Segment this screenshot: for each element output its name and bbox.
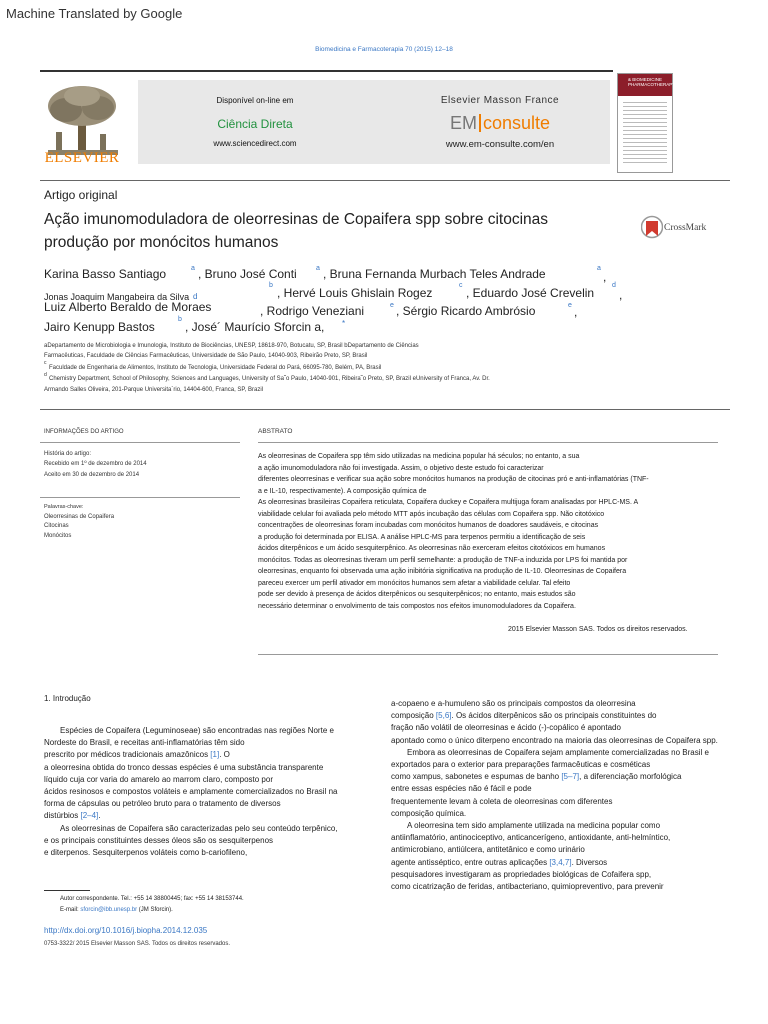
article-title	[44, 208, 624, 254]
body-text-line: frequentemente levam à coleta de oleorresinas com diferentes	[391, 796, 613, 806]
received-date: Recebido em 1º de dezembro de 2014	[44, 460, 147, 467]
affiliation-line: Chemistry Department, School of Philosophy, Sciences and Languages, University of Sa˜o Paulo, 14040-901, Ribeira˜o Preto, SP, Brazil eUniversity of Franca, Av. Dr.	[49, 376, 490, 382]
abstract-line: monócitos. Todas as oleorresinas tiveram um perfil semelhante: a produção de TNF-a induzida por LPS foi mantida por	[258, 556, 628, 564]
info-divider	[40, 497, 240, 498]
body-text-line: como cicatrização de feridas, antibacteriano, quimiopreventivo, para prevenir	[391, 882, 664, 892]
body-text-line: como xampus, sabonetes e espumas de banho [5–7], a diferenciação morfológica	[391, 772, 682, 782]
affiliation-letter: c	[44, 360, 47, 366]
abstract-copyright: 2015 Elsevier Masson SAS. Todos os direitos reservados.	[508, 626, 688, 633]
keywords-block	[44, 503, 114, 541]
machine-translated-banner: Machine Translated by Google	[6, 6, 183, 21]
journal-reference-link[interactable]: Biomedicina e Farmacoterapia 70 (2015) 12–18	[315, 46, 453, 53]
author-separator: ,	[574, 305, 578, 319]
abstract-divider	[258, 442, 718, 443]
abstract-line: a produção foi determinada por ELISA. A análise HPLC-MS para terpenos permitiu a identificação de seis	[258, 533, 586, 541]
body-text-line: exportados para o exterior para preparações farmacêuticas e cosméticas	[391, 760, 651, 770]
body-text-line: antiinflamatório, antinociceptivo, anticancerígeno, antioxidante, anti-helmíntico,	[391, 833, 671, 843]
author-name: , Rodrigo Veneziani	[260, 304, 365, 318]
abstract-header: ABSTRATO	[258, 428, 293, 435]
body-text-line: forma de cápsulas ou petróleo bruto para o tratamento de diversos	[44, 799, 281, 809]
author-name: Jairo Kenupp Bastos	[44, 320, 155, 334]
footnote-email: E-mail: sforcin@ibb.unesp.br (JM Sforcin).	[60, 907, 173, 913]
info-divider	[40, 442, 240, 443]
body-text-line: pesquisadores investigaram as propriedades biológicas de Cofaifera spp,	[391, 869, 652, 879]
article-history	[44, 450, 147, 481]
abstract-line: viabilidade celular foi avaliada pelo método MTT após incubação das células com Copaifera spp. Não citotóxico	[258, 510, 605, 518]
footnote-contact: Autor correspondente. Tel.: +55 14 38800445; fax: +55 14 38153744.	[60, 896, 244, 902]
citation-link[interactable]: [5,6]	[435, 711, 452, 721]
body-text-line: A oleorresina tem sido amplamente utilizada na medicina popular como	[407, 821, 661, 831]
abstract-line: pode ser devido à presença de ácidos diterpênicos ou sesquiterpênicos; no entanto, mais estudos são	[258, 591, 576, 598]
keyword: Citocinas	[44, 523, 69, 529]
affiliation-line: Armando Salles Oliveira, 201-Parque Universita´rio, 14404-600, Franca, SP, Brazil	[44, 387, 263, 393]
email-link[interactable]: sforcin@ibb.unesp.br	[80, 907, 138, 913]
doi-link[interactable]: http://dx.doi.org/10.1016/j.biopha.2014.12.035	[44, 926, 208, 935]
header-rule	[40, 70, 613, 72]
body-text-line: antimicrobiano, antiúlcera, antitetânico e como urinário	[391, 845, 585, 855]
body-left-column	[44, 725, 338, 859]
issn-copyright: 0753-3322/ 2015 Elsevier Masson SAS. Todos os direitos reservados.	[44, 941, 230, 947]
body-text-line: composição química.	[391, 808, 467, 818]
body-text-line: Embora as oleorresinas de Copaifera sejam amplamente comercializadas no Brasil e	[407, 747, 709, 757]
author-name: , Bruna Fernanda Murbach Teles Andrade	[323, 267, 546, 281]
abstract-divider	[258, 654, 718, 655]
abstract-line: a ação imunomoduladora não foi investigada. Assim, o objetivo deste estudo foi caracterizar	[258, 464, 544, 472]
journal-cover-thumbnail[interactable]	[617, 73, 676, 173]
citation-link[interactable]: [2–4]	[80, 811, 99, 821]
title-line-1: Ação imunomoduladora de oleorresinas de Copaifera spp sobre citocinas	[44, 211, 549, 228]
body-text-line: composição [5,6]. Os ácidos diterpênicos são os principais constituintes do	[391, 711, 657, 721]
article-type: Artigo original	[44, 188, 118, 202]
body-text-line: prescrito por médicos tradicionais amazônicos [1]. O	[44, 750, 230, 760]
science-direct-link[interactable]: Ciência Direta	[217, 117, 293, 131]
crossmark-label: CrossMark	[664, 223, 707, 233]
body-text-line: líquido cuja cor varia do amarelo ao marrom claro, composto por	[44, 774, 273, 784]
crossmark-icon[interactable]	[641, 214, 663, 242]
em-consulte-logo	[420, 113, 580, 134]
abstract-line: oleorresinas, enquanto foi observada uma ação inibitória significativa na produção de IL-10. Oleorresinas de Copaifera	[258, 568, 627, 575]
keyword: Monócitos	[44, 532, 72, 539]
body-text-line: distúrbios [2–4].	[44, 811, 101, 821]
em-consulte-url[interactable]: www.em-consulte.com/en	[445, 139, 555, 150]
author-separator: ,	[603, 270, 607, 284]
keyword: Oleorresinas de Copaifera	[44, 513, 115, 520]
available-online-label: Disponível on-line em	[216, 96, 294, 105]
section-rule	[40, 180, 730, 181]
affiliation-ref[interactable]: d	[612, 282, 616, 289]
article-info-header: INFORMAÇÕES DO ARTIGO	[44, 429, 124, 435]
em-logo-text: EM	[449, 113, 477, 133]
cover-title: & BIOMEDICINE PHARMACOTHERAPY	[628, 77, 676, 87]
body-text-line: a-copaeno e a-humuleno são os principais compostos da oleorresina	[391, 699, 636, 708]
affiliation-ref[interactable]: e	[390, 302, 394, 309]
accepted-date: Aceito em 30 de dezembro de 2014	[44, 472, 140, 478]
body-text-line: a oleorresina obtida do tronco dessas espécies é uma substância transparente	[44, 762, 324, 772]
cover-banner	[618, 74, 676, 96]
citation-link[interactable]: [3,4,7]	[549, 857, 572, 867]
body-text-line: Espécies de Copaifera (Leguminoseae) são encontradas nas regiões Norte e	[60, 726, 334, 735]
title-line-2: produção por monócitos humanos	[44, 234, 279, 251]
affiliation-line: Farmacêuticas, Faculdade de Ciências Farmacêuticas, Universidade de São Paulo, 14040-903, Ribeirão Preto, SP, Brasil	[44, 353, 368, 359]
citation-link[interactable]: [5–7]	[561, 772, 580, 782]
body-text-line: As oleorresinas de Copaifera são caracterizadas pelo seu conteúdo terpênico,	[60, 823, 338, 833]
body-text-line: e os principais constituintes desses óleos são os sesquiterpenos	[44, 835, 274, 845]
affiliation-line: Faculdade de Engenharia de Alimentos, Instituto de Tecnologia, Universidade Federal do Pará, 66095-780, Belém, PA, Brasil	[49, 365, 382, 371]
abstract-body	[258, 451, 649, 612]
body-text-line: fração não volátil de oleorresinas e ácido (-)-copálico é apontado	[391, 723, 621, 733]
affiliation-ref[interactable]: b	[269, 282, 273, 289]
body-text-line: agente antisséptico, entre outras aplicações [3,4,7]. Diversos	[391, 857, 608, 867]
author-name: , José´ Maurício Sforcin a,	[185, 320, 325, 334]
author-separator: ,	[619, 288, 623, 302]
em-logo-divider	[479, 114, 481, 132]
body-text-line: e diterpenos. Sesquiterpenos voláteis como b-cariofileno,	[44, 848, 248, 858]
footnote-rule	[44, 890, 90, 891]
body-text-line: apontado como o único diterpeno encontrado na maioria das oleorresinas de Copaifera spp.	[391, 735, 718, 745]
cover-text-lines	[623, 102, 667, 166]
abstract-line: ácidos diterpênicos e um ácido sesquiterpênico. As oleorresinas não exerceram efeitos citotóxicos em humanos	[258, 545, 606, 552]
abstract-line: diferentes oleorresinas e verificar sua ação sobre monócitos humanos na produção de citocinas pró e anti-inflamatórias (TNF-	[258, 476, 649, 483]
affiliation-ref[interactable]: e	[568, 302, 572, 309]
sciencedirect-url[interactable]: www.sciencedirect.com	[213, 139, 297, 148]
affiliation-ref[interactable]: a	[191, 265, 195, 272]
abstract-line: a e IL-10, respectivamente). A composição química de	[258, 487, 427, 495]
history-label: História do artigo:	[44, 451, 92, 457]
abstract-line: pareceu exercer um perfil ativador em monócitos humanos sem afetar a viabilidade celular. Tal efeito	[258, 579, 571, 587]
author-name: , Bruno José Conti	[198, 267, 297, 281]
abstract-line: concentrações de oleorresinas foram incubadas com monócitos humanos de doadores saudáveis, e citocinas	[258, 522, 599, 529]
corresponding-author-marker[interactable]: *	[342, 319, 346, 328]
affiliation-ref[interactable]: d	[193, 292, 198, 301]
section-heading: 1. Introdução	[44, 694, 91, 703]
body-text-line: Nordeste do Brasil, e receitas anti-inflamatórias têm sido	[44, 738, 245, 748]
body-right-column	[391, 698, 718, 893]
consulte-logo-text: consulte	[482, 113, 551, 133]
affiliation-ref[interactable]: a	[316, 265, 320, 272]
keywords-label: Palavras-chave:	[44, 504, 84, 510]
author-name: , Sérgio Ricardo Ambrósio	[396, 304, 536, 318]
citation-link[interactable]: [1]	[210, 750, 220, 760]
author-name: Jonas Joaquim Mangabeira da Silva	[44, 292, 190, 302]
affiliation-letter: d	[44, 372, 47, 378]
body-text-line: entre essas espécies não é fácil e pode	[391, 784, 532, 794]
abstract-line: As oleorresinas brasileiras Copaifera reticulata, Copaifera duckey e Copaifera multijuga foram analisadas por HPLC-MS. A	[258, 499, 639, 506]
author-name: , Eduardo José Crevelin	[466, 286, 595, 300]
abstract-line: As oleorresinas de Copaifera spp têm sido utilizadas na medicina popular há séculos; no entanto, a sua	[258, 453, 580, 460]
affiliation-ref[interactable]: c	[459, 282, 463, 289]
body-text-line: ácidos resinosos e compostos voláteis e amplamente comercializados no Brasil na	[44, 787, 338, 797]
affiliation-line: aDepartamento de Microbiologia e Imunologia, Instituto de Biociências, UNESP, 18618-970, Botucatu, SP, Brasil bDepartamento de Ciências	[44, 343, 419, 349]
elsevier-wordmark: ELSEVIER	[44, 150, 120, 166]
author-name: Karina Basso Santiago	[44, 267, 167, 281]
affiliation-ref[interactable]: a	[597, 265, 601, 272]
section-rule	[40, 409, 730, 410]
abstract-line: necessário determinar o envolvimento de tais compostos nos efeitos imunomoduladores da Copaifera.	[258, 602, 576, 610]
affiliation-ref[interactable]: b	[178, 316, 182, 323]
author-name: Luiz Alberto Beraldo de Moraes	[44, 300, 212, 314]
author-name: , Hervé Louis Ghislain Rogez	[277, 286, 433, 300]
elsevier-masson-france-label: Elsevier Masson France	[440, 95, 560, 106]
